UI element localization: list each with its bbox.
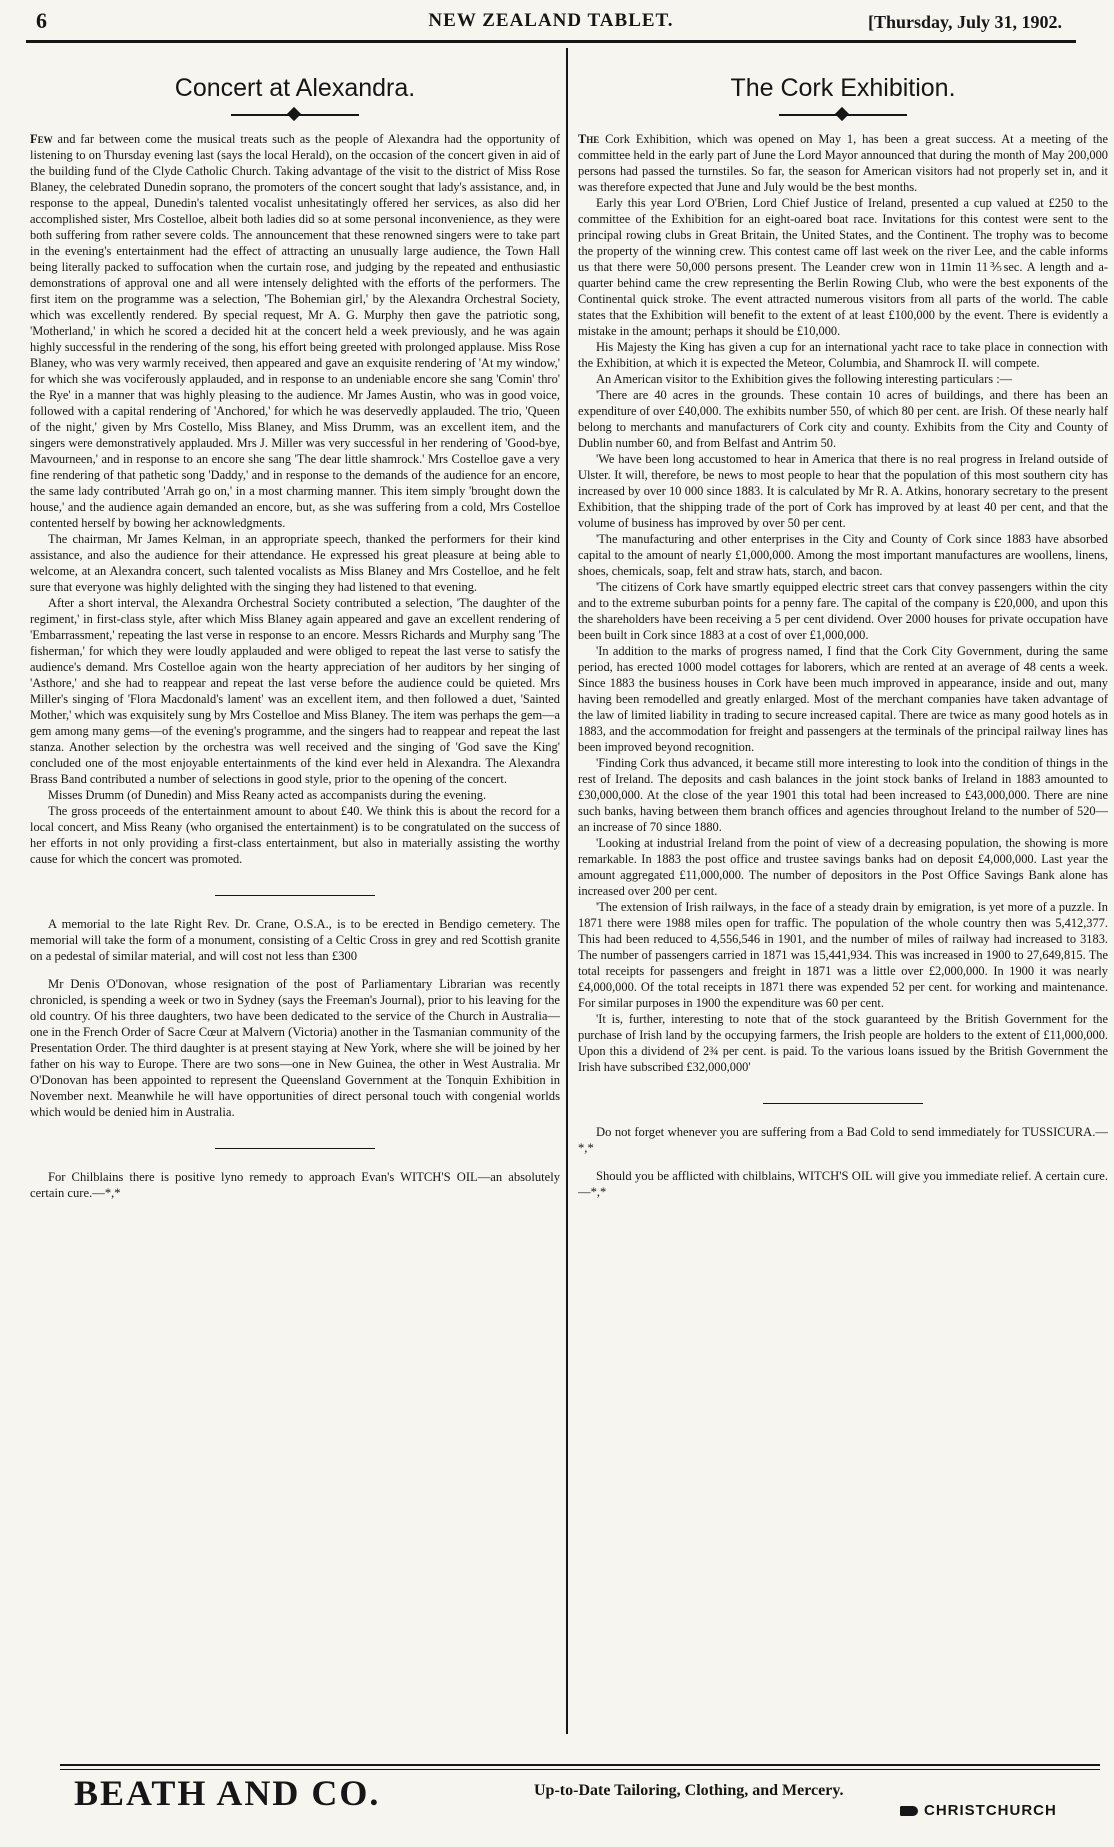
advertiser-tagline: Up-to-Date Tailoring, Clothing, and Mercery. — [534, 1782, 844, 1799]
column-divider — [566, 48, 568, 1734]
separator — [763, 1103, 923, 1104]
page-number: 6 — [36, 8, 47, 33]
article-paragraph: The chairman, Mr James Kelman, in an appropriate speech, thanked the performers for their kind assistance, and also the audience for their attendance. He expressed his great pleasure at being able to welcome, at an Alexandra concert, such talented vocalists as Miss Blaney and Mrs Costelloe, and he felt sure that everyone was highly delighted with the singing they had listened to that evening. — [30, 532, 560, 594]
left-column — [30, 48, 560, 1213]
article-paragraph — [578, 131, 1108, 195]
page-header — [26, 4, 1076, 43]
lead-word: Few — [30, 132, 53, 146]
paragraph-text: and far between come the musical treats such as the people of Alexandra had the opportunity of listening to on Thursday evening last (says the local Herald), on the occasion of the concert given in aid of the building fund of the Clyde Catholic Church. Taking advantage of the visit to the district of Miss Rose Blaney, the celebrated Dunedin soprano, the promoters of the concert sought that lady's assistance, and, in response to the appeal, Dunedin's talented vocalist unhesitatingly offered her services, as also did her accomplished sister, Mrs Costelloe, albeit both ladies did so at some personal inconvenience, as they were both suffering from rather severe colds. The announcement that these renowned singers were to take part in the evening's entertainment had the effect of attracting an unusually large audience, the Town Hall being literally packed to suffocation when the curtain rose, and judging by the repeated and enthusiastic demonstrations of approval one and all were intensely delighted with the efforts of the performers. The first item on the programme was a selection, 'The Bohemian girl,' by the Alexandra Orchestral Society, which was excellently rendered. By special request, Mr A. G. Murphy then gave the patriotic song, 'Motherland,' in which he scored a decided hit at the concert held a week previously, and he was again highly successful in the rendering of the song, his effort being greeted with prolonged applause. Miss Rose Blaney, who was very warmly received, then appeared and gave an exquisite rendering of 'At my window,' for which she was vociferously applauded, and in response to an undeniable encore she sang 'Comin' thro' the Rye' in a manner that was highly pleasing to the audience. Mr James Austin, who was in good voice, followed with a capital rendering of 'Anchored,' for which he was deservedly applauded. The trio, 'Queen of the night,' given by Mrs Costello, Miss Blaney, and Miss Drumm, was an excellent item, and the singers were demonstratively applauded. Mrs J. Miller was very successful in her rendering of 'Good-bye, Mavourneen,' and in response to an encore she sang 'The dear little shamrock.' Mrs Costelloe gave a very fine rendering of that pathetic song 'Daddy,' and in response to the demands of the audience for an encore, the same lady contributed 'Arrah go on,' in a most charming manner. This item simply 'brought down the house,' and the audience again demanded an encore, but, as she was suffering from a cold, Mrs Costelloe contented herself by bowing her acknowledgments. — [30, 132, 560, 530]
article-paragraph: After a short interval, the Alexandra Orchestral Society contributed a selection, 'The daughter of the regiment,' in first-class style, after which Miss Blaney again appeared and gave an excellent rendering of 'Embarrassment,' repeating the last verse in response to an encore. Messrs Richards and Murphy sang 'The fisherman,' for which they were loudly applauded and were obliged to repeat the last verse to satisfy the audience's demand. Mrs Costelloe again won the hearty appreciation of her auditors by her singing of 'Asthore,' and she had to reappear and repeat the last verse before the audience could be quieted. Mrs Miller's singing of 'Flora Macdonald's lament' was an excellent item, and then followed a duet, 'Sainted Mother,' which was exquisitely sung by Mrs Costelloe and Miss Blaney. The item was perhaps the gem—a gem among many gems—of the evening's programme, and the singers had to reappear and repeat the last stanza. Another selection by the orchestra was well received and the singing of 'God save the King' concluded one of the most enjoyable entertainments of the kind ever held in Alexandra. The Alexandra Brass Band contributed a number of selections in good style, prior to the opening of the concert. — [30, 596, 560, 786]
separator — [215, 895, 375, 896]
news-item-memorial: A memorial to the late Right Rev. Dr. Crane, O.S.A., is to be erected in Bendigo cemetery. The memorial will take the form of a monument, consisting of a Celtic Cross in grey and red Scottish granite on a pedestal of similar material, and will cost not less than £300 — [30, 917, 560, 963]
article-paragraph: The gross proceeds of the entertainment amount to about £40. We think this is about the record for a local concert, and Miss Reany (who organised the entertainment) is to be congratulated on the success of her efforts in not only providing a first-class entertainment, but also in materially assisting the worthy cause for which the concert was promoted. — [30, 804, 560, 866]
article-paragraph: His Majesty the King has given a cup for an international yacht race to take place in connection with the Exhibition, at which it is expected the Meteor, Columbia, and Shamrock II. will compete. — [578, 340, 1108, 370]
article-headline-concert: Concert at Alexandra. — [174, 74, 416, 102]
article-paragraph: Early this year Lord O'Brien, Lord Chief Justice of Ireland, presented a cup valued at £250 to the committee of the Exhibition for an eight-oared boat race. Invitations for this contest were sent to the principal rowing clubs in Great Britain, the United States, and the Continent. The trophy was to become the property of the winning crew. This contest came off last week on the river Lee, and the cable informs us that there were 50,000 persons present. The Leander crew won in 11min 11⅗sec. A length and a-quarter behind came the crew representing the Berlin Rowing Club, who were the best exponents of the Continental quick stroke. The event attracted numerous visitors from all parts of the world. The cable states that the Exhibition will benefit to the extent of at least £100,000 by the event. There is evidently a mistake in the amount; perhaps it should be £10,000. — [578, 196, 1108, 338]
footer-rule — [60, 1769, 1100, 1770]
article-paragraph: 'The citizens of Cork have smartly equipped electric street cars that convey passengers within the city and to the extreme suburban points for a penny fare. The capital of the company is £20,000, and upon this the shareholders have been receiving a 5 per cent dividend. Over 2000 houses for private occupation have been built in Cork since 1883 at a cost of over £1,000,000. — [578, 580, 1108, 642]
article-paragraph: 'There are 40 acres in the grounds. These contain 10 acres of buildings, and there has been an expenditure of over £40,000. The exhibits number 550, of which 80 per cent. are Irish. Of these nearly half belong to merchants and manufacturers of Cork city and county. Exhibits from the City and County of Dublin number 60, and from Belfast and Antrim 50. — [578, 388, 1108, 450]
footer-rule — [60, 1764, 1100, 1766]
article-paragraph: 'We have been long accustomed to hear in America that there is no real progress in Ireland outside of Ulster. It will, therefore, be news to most people to hear that the population of this most southern city has increased by over 10 000 since 1883. It is calculated by Mr R. A. Atkins, honorary secretary to the present Exhibition, that the shipping trade of the port of Cork has improved by at least 40 per cent, and that the volume of business has improved by over 50 per cent. — [578, 452, 1108, 530]
advertiser-brand: BEATH AND CO. — [74, 1773, 381, 1813]
article-body-concert — [30, 131, 560, 867]
pointing-hand-icon — [900, 1806, 918, 1816]
article-paragraph: 'Looking at industrial Ireland from the point of view of a decreasing population, the showing is more remarkable. In 1883 the post office and trustee savings banks had on deposit £4,000,000. Last year the amount aggregated £11,000,000. The number of depositors in the Post Office Savings Bank alone has increased over 200 per cent. — [578, 836, 1108, 898]
ornamental-rule — [779, 109, 907, 121]
right-column — [578, 48, 1108, 1212]
advertisement-tussicura: Do not forget whenever you are suffering from a Bad Cold to send immediately for TUSSICURA.—*,* — [578, 1125, 1108, 1155]
article-body-cork — [578, 131, 1108, 1075]
lead-word: The — [578, 132, 600, 146]
article-paragraph: 'It is, further, interesting to note that of the stock guaranteed by the British Government for the purchase of Irish land by the occupying farmers, the Irish people are holders to the extent of £11,000,000. Upon this a dividend of 2¾ per cent. is paid. To the various loans issued by the British Government the Irish have subscribed £32,000,000' — [578, 1012, 1108, 1074]
news-item-odonovan: Mr Denis O'Donovan, whose resignation of the post of Parliamentary Librarian was recently chronicled, is spending a week or two in Sydney (says the Freeman's Journal), prior to his leaving for the old country. Of his three daughters, two have been dedicated to the service of the Church in Australia—one in the French Order of Sacre Cœur at Malvern (Victoria) another in the Tasmanian community of the Presentation Order. The third daughter is at present staying at New York, where she will be joined by her father on his way to Europe. There are two sons—one in New Guinea, the other in West Australia. Mr O'Donovan has been appointed to represent the Queensland Government at the Tonquin Exhibition in November next. Meanwhile he will have opportunities of direct personal touch with congenial worlds which would be denied him in Australia. — [30, 977, 560, 1119]
article-paragraph: An American visitor to the Exhibition gives the following interesting particulars :— — [596, 372, 1013, 386]
article-paragraph: 'The manufacturing and other enterprises in the City and County of Cork since 1883 have absorbed capital to the amount of nearly £1,000,000. Among the most important manufactures are woollens, linens, shoes, chemicals, soap, felt and straw hats, starch, and bacon. — [578, 532, 1108, 578]
masthead: NEW ZEALAND TABLET. — [428, 10, 674, 31]
article-paragraph — [30, 131, 560, 531]
advertiser-city — [900, 1802, 1057, 1819]
article-headline-cork: The Cork Exhibition. — [730, 74, 956, 102]
ornamental-rule — [231, 109, 359, 121]
article-paragraph: 'Finding Cork thus advanced, it became still more interesting to look into the condition of things in the rest of Ireland. The deposits and cash balances in the joint stock banks of Ireland in 1883 amounted to £30,000,000. At the close of the year 1901 this total had been increased to £43,000,000. There are nine such banks, having between them branch offices and agencies throughout Ireland to the number of 520—an increase of 70 since 1880. — [578, 756, 1108, 834]
article-paragraph: 'The extension of Irish railways, in the face of a steady drain by emigration, is yet more of a puzzle. In 1871 there were 1988 miles open for traffic. The population of the whole country then was 5,412,377. This had been reduced to 4,556,546 in 1901, and the number of miles of railway had increased to 3183. The number of passengers carried in 1871 was 15,441,934. This was increased in 1900 to 27,649,815. The total receipts for passengers and freight in 1871 was a little over £2,000,000. In 1900 it was nearly £4,000,000. Of the total receipts in 1871 there was expended 52 per cent. for working and maintenance. For similar purposes in 1900 the expenditure was 60 per cent. — [578, 900, 1108, 1010]
article-paragraph: Misses Drumm (of Dunedin) and Miss Reany acted as accompanists during the evening. — [48, 788, 487, 802]
city-label: CHRISTCHURCH — [924, 1802, 1057, 1819]
paragraph-text: Cork Exhibition, which was opened on May 1, has been a great success. At a meeting of the committee held in the early part of June the Lord Mayor announced that during the month of May 200,000 persons had passed the turnstiles. So far, the season for American visitors had not properly set in, and it was therefore expected that June and July would be the best months. — [578, 132, 1108, 194]
separator — [215, 1148, 375, 1149]
advertisement-witchs-oil: Should you be afflicted with chilblains, WITCH'S OIL will give you immediate relief. A certain cure.—*,* — [578, 1169, 1108, 1199]
article-paragraph: 'In addition to the marks of progress named, I find that the Cork City Government, during the same period, has erected 1000 model cottages for laborers, which are rented at an average of 48 cents a week. Since 1883 the business houses in Cork have been much improved in appearance, inside and out, many having been remodelled and greatly enlarged. Most of the merchant companies have taken advantage of the law of limited liability in trading to secure increased capital. There are twice as many good hotels as in 1883, and the accommodation for freight and passengers at the terminals of the principal railway lines has been improved beyond recognition. — [578, 644, 1108, 754]
advertisement-chilblains: For Chilblains there is positive lyno remedy to approach Evan's WITCH'S OIL—an absolutely certain cure.—*,* — [30, 1170, 560, 1200]
issue-date: [Thursday, July 31, 1902. — [867, 12, 1062, 32]
